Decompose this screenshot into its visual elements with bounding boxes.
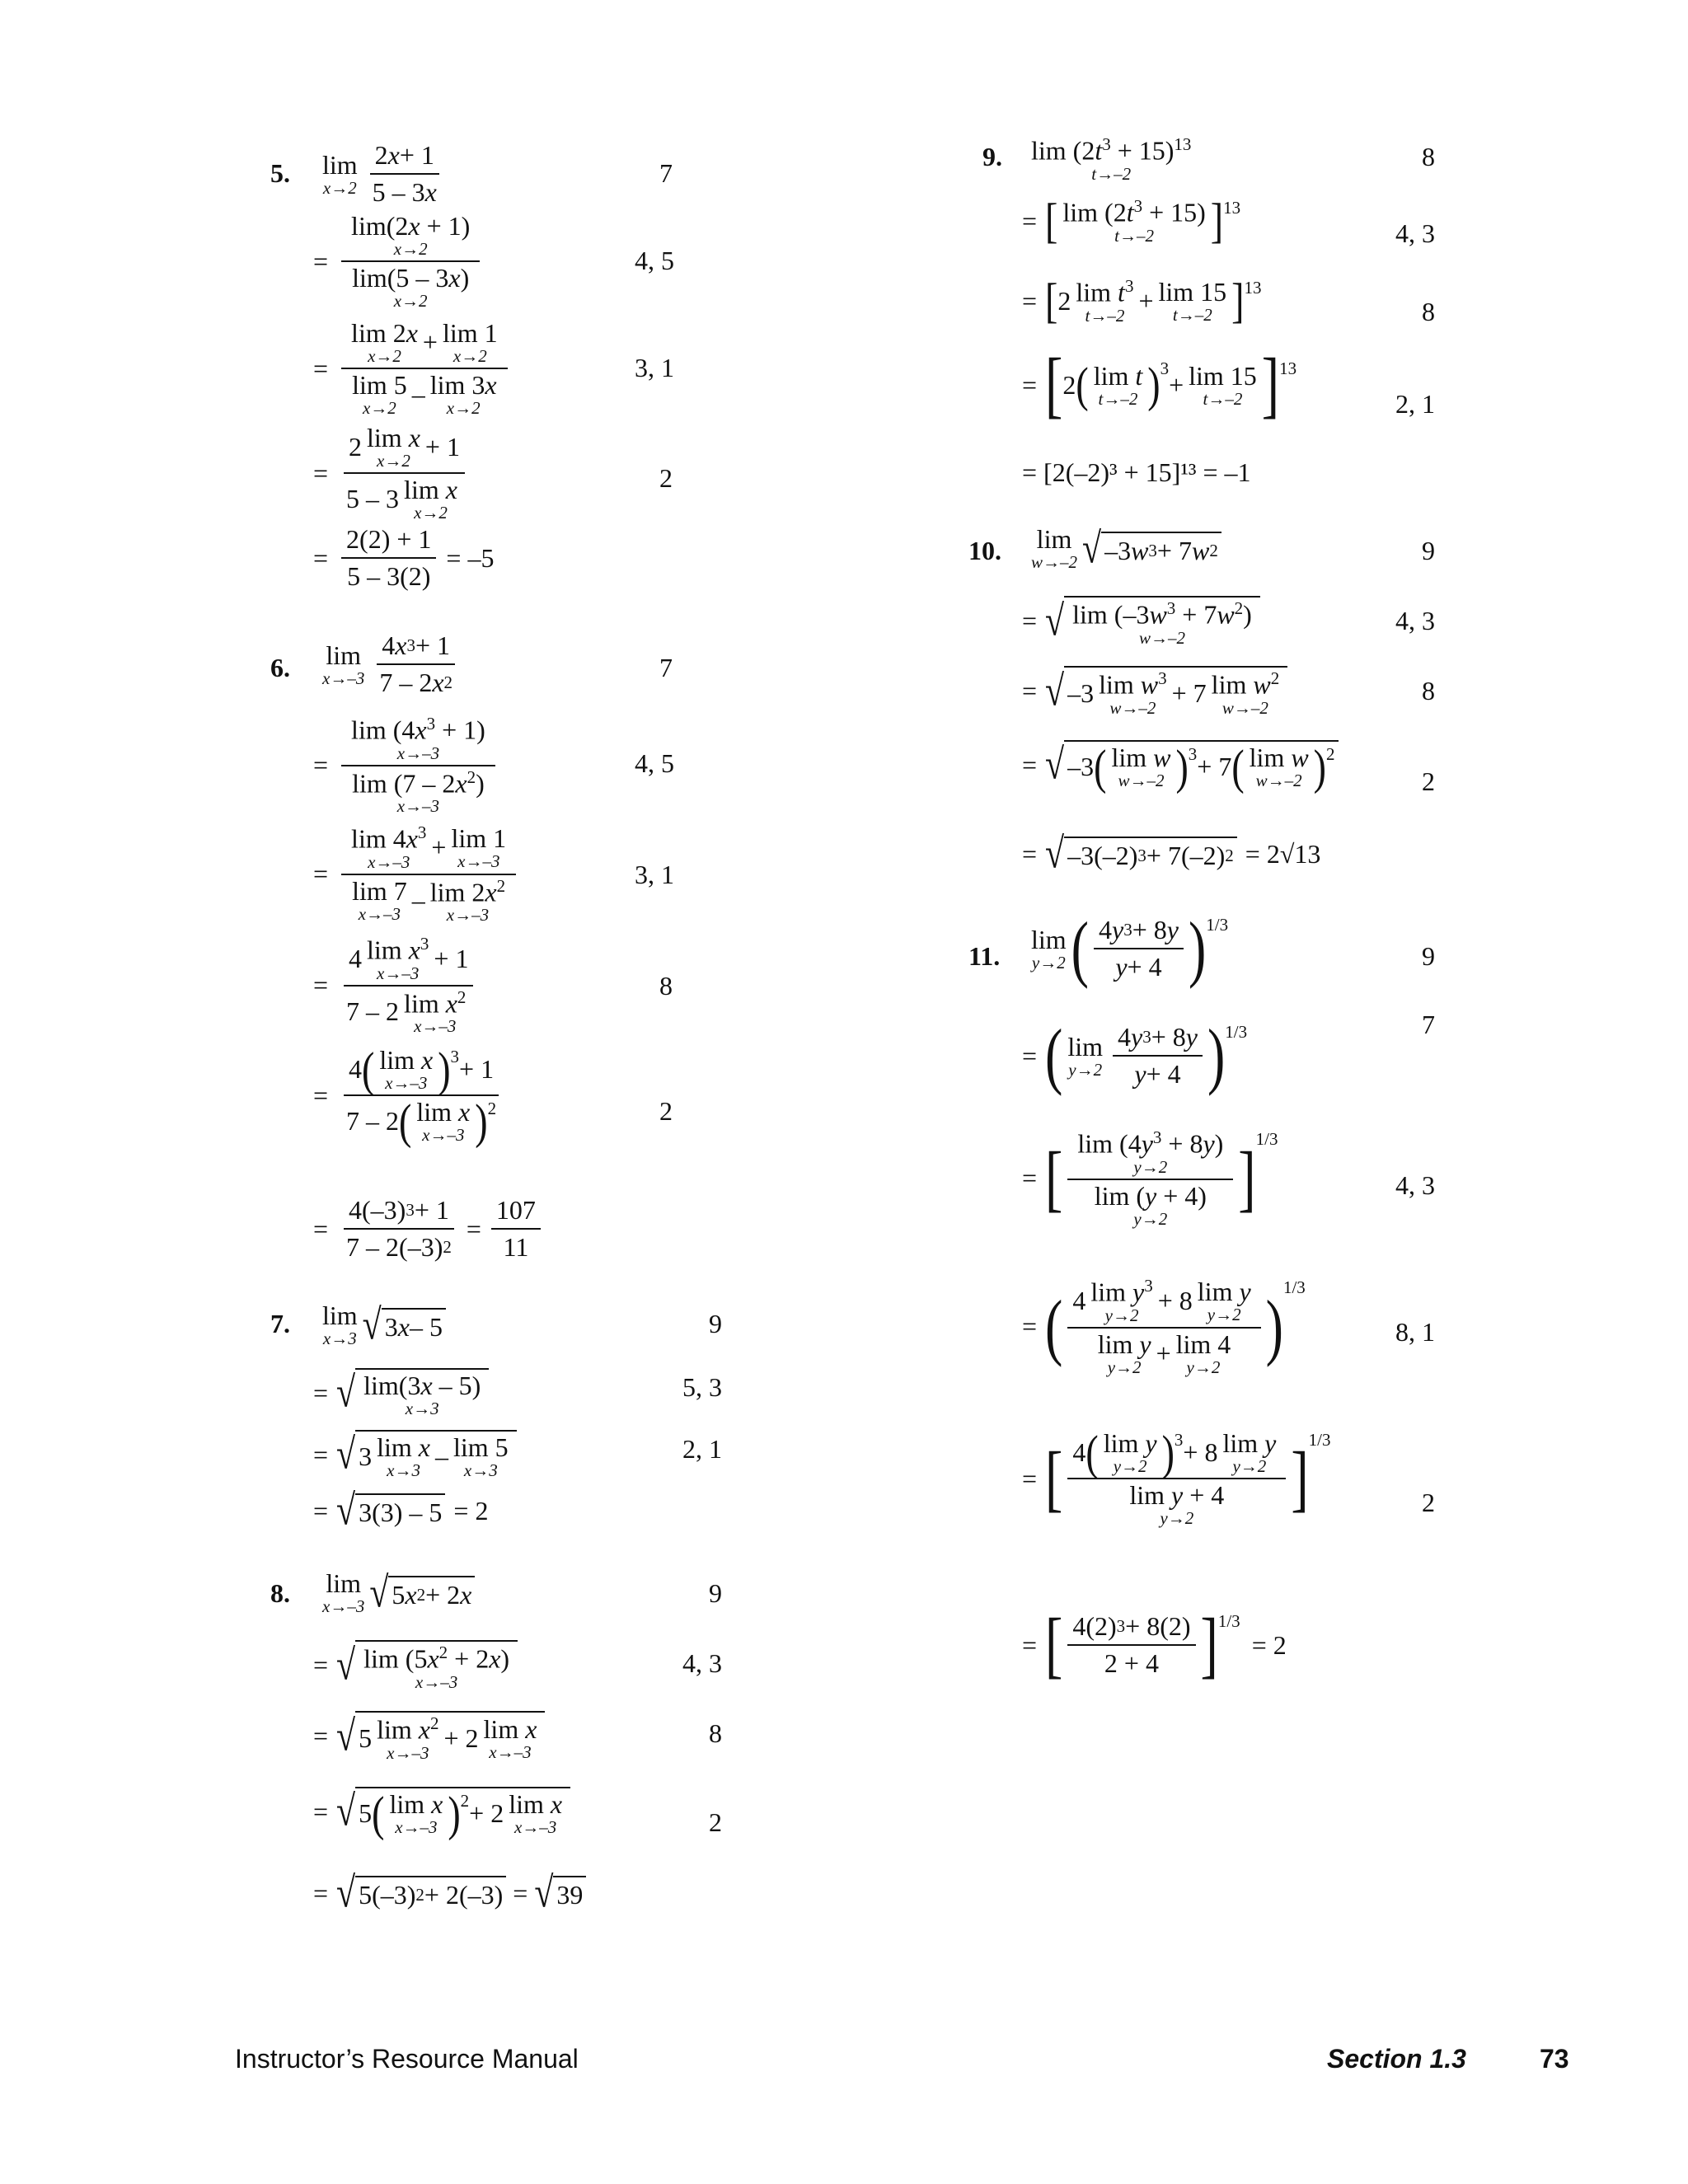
equation-line: = 4 $\lim x^3$ x→–3 + 1 7 – 2 $\lim x^2$ x→–3: [313, 935, 481, 1035]
justification: 4, 5: [635, 748, 674, 778]
equation-line: = [ 4 ( lim y y→2 ) $^3$ + 8 lim y y→2 lim y + 4 y→2 ] $^{1/3}$: [1022, 1424, 1331, 1528]
fraction: 4 x 3 + 1 7 – 2 x 2: [374, 630, 457, 698]
equation-line: = √ 3 lim x x→3 – lim 5 x→3: [313, 1430, 517, 1479]
equation-line: = ( 4 $\lim y^3$ y→2 + 8 lim y y→2 lim y y→2 + lim 4 y→2 ) $^{1/3}$: [1022, 1276, 1306, 1377]
justification: 8: [1422, 142, 1435, 171]
justification: 9: [1422, 941, 1435, 971]
justification: 8: [1422, 676, 1435, 705]
justification: 5, 3: [682, 1372, 722, 1402]
justification: 4, 5: [635, 246, 674, 275]
equation-line: = $\frac{2(2) + 1}{5 - 3(2)}$ = –5: [313, 524, 495, 591]
problem-number: 5.: [270, 158, 290, 188]
justification: 4, 3: [1395, 218, 1435, 248]
result: = [2(–2)³ + 15]¹³ = –1: [1022, 457, 1251, 487]
justification: 7: [659, 653, 673, 682]
equation-line: = $\lim (4x^3 + 1)$ x→–3 $\lim (7 - 2x^2)$ x→–3: [313, 715, 500, 815]
result: = 2: [453, 1495, 489, 1526]
justification: 8, 1: [1395, 1317, 1435, 1347]
equation-line: = √ $\lim (5x^2 + 2x)$ x→–3: [313, 1640, 518, 1691]
fraction: $\lim (4x^3 + 1)$ x→–3 $\lim (7 - 2x^2)$ x→–3: [341, 715, 495, 815]
fraction: 4 ( lim x x→–3 ) $^3$ + 1 7 – 2 ( lim x x→–3 ) $^2$: [341, 1047, 501, 1144]
equation-line: = [ $\lim (4y^3 + 8y)$ y→2 lim (y + 4) y→2 ] $^{1/3}$: [1022, 1127, 1278, 1229]
equation-line: = [ $\lim (2t^3 + 15)$ t→–2 ] $^{13}$: [1022, 193, 1241, 248]
equation-line: lim x→–3 √ 5 x 2 + 2 x: [317, 1570, 475, 1615]
equation-line: = lim(2x + 1) x→2 lim(5 – 3x) x→2: [313, 213, 485, 310]
equation-line: = $\lim 4x^3$ x→–3 + lim 1 x→–3 lim 7 x→–3 – $\lim 2x^2$ x→–3: [313, 824, 521, 924]
equation-line: = [ 4(2) 3 + 8(2) 2 + 4 ] $^{1/3}$ = 2: [1022, 1603, 1287, 1685]
justification: 3, 1: [635, 860, 674, 889]
justification: 7: [659, 158, 673, 188]
fraction: lim(2x + 1) x→2 lim(5 – 3x) x→2: [341, 213, 480, 310]
justification: 3, 1: [635, 353, 674, 382]
equation-line: = 4 ( lim x x→–3 ) $^3$ + 1 7 – 2 ( lim x x→–3 ) $^2$: [313, 1047, 506, 1144]
equation-line: = 4(–3) 3 + 1 7 – 2(–3) 2 = $\frac{107}{11}$: [313, 1195, 546, 1263]
problem-number: 7.: [270, 1309, 290, 1338]
justification: 9: [709, 1309, 722, 1338]
justification: 9: [709, 1578, 722, 1608]
equation-line: = √ 5(–3) 2 + 2(–3) = √ 39: [313, 1876, 586, 1910]
justification: 4, 3: [1395, 606, 1435, 635]
justification: 4, 3: [682, 1648, 722, 1678]
justification: 4, 3: [1395, 1170, 1435, 1200]
limit: lim x→2: [322, 149, 358, 198]
fraction: 4 $\lim x^3$ x→–3 + 1 7 – 2 $\lim x^2$ x→–3: [341, 935, 476, 1035]
equation-line: lim w→–2 √ –3 w 3 + 7 w 2: [1026, 526, 1221, 571]
page-number: 73: [1540, 2044, 1569, 2074]
justification: 2: [709, 1807, 722, 1837]
justification: 9: [1422, 536, 1435, 565]
equation-line: $\lim (2t^3 + 15)^{13}$ t→–2: [1031, 134, 1192, 184]
justification: 2: [659, 463, 673, 493]
problem-number: 8.: [270, 1578, 290, 1608]
result: = 2: [1251, 1629, 1287, 1660]
equation-line: = √ –3 ( lim w w→–2 ) $^3$ + 7 ( lim w w→–2 ) $^2$: [1022, 740, 1339, 790]
equation-line: = √ 5 $\lim x^2$ x→–3 + 2 lim x x→–3: [313, 1711, 545, 1762]
justification: 7: [1422, 1010, 1435, 1039]
fraction: 2 x + 1 5 – 3 x: [368, 140, 442, 208]
justification: 2, 1: [1395, 389, 1435, 419]
justification: 8: [659, 971, 673, 1001]
fraction: 4(–3) 3 + 1 7 – 2(–3) 2: [341, 1195, 457, 1263]
equation-line: = 2 lim x x→2 + 1 5 – 3 lim x x→2: [313, 424, 472, 522]
problem-number: 11.: [968, 941, 1001, 971]
equation-line: lim y→2 ( 4 y 3 + 8 y y + 4 ) $^{1/3}$: [1031, 907, 1229, 989]
result: √ 39: [534, 1876, 586, 1910]
equation-line: = lim 2x x→2 + lim 1 x→2 lim 5 x→2 – lim 3x x→2: [313, 320, 513, 417]
equation-line: = √ –3(–2) 3 + 7(–2) 2 = 2√13: [1022, 830, 1321, 878]
equation-line: = ( lim y→2 4 y 3 + 8 y y + 4 ) $^{1/3}$: [1022, 1014, 1248, 1096]
equation-line: = [ 2 ( lim t t→–2 ) $^3$ + lim 15 t→–2 ] $^{13}$: [1022, 343, 1297, 425]
fraction: $\frac{2(2) + 1}{5 - 3(2)}$: [341, 524, 436, 592]
equation-line: = √ 3(3) – 5 = 2: [313, 1487, 489, 1535]
section-label: Section 1.3: [1327, 2044, 1466, 2074]
result: = 2√13: [1245, 838, 1321, 869]
limit: lim x→–3: [322, 640, 365, 688]
equation-line: = √ lim(3x – 5) x→3: [313, 1368, 489, 1418]
equation-line: = √ –3 $\lim w^3$ w→–2 + 7 $\lim w^2$ w→–2: [1022, 666, 1287, 717]
equation-line: lim x→3 √ 3 x – 5: [317, 1302, 446, 1347]
justification: 2: [659, 1096, 673, 1126]
manual-title: Instructor’s Resource Manual: [235, 2044, 579, 2074]
problem-number: 10.: [968, 536, 1001, 565]
equation-line: = [ 2 $\lim t^3$ t→–2 + lim 15 t→–2 ] $^{13}$: [1022, 273, 1262, 328]
fraction: 2 lim x x→2 + 1 5 – 3 lim x x→2: [341, 424, 467, 522]
equation-line: = √ 5 ( lim x x→–3 ) $^2$ + 2 lim x x→–3: [313, 1787, 570, 1836]
fraction: $\lim 4x^3$ x→–3 + lim 1 x→–3 lim 7 x→–3 – $\lim 2x^2$ x→–3: [341, 824, 516, 924]
justification: 8: [709, 1718, 722, 1748]
justification: 2: [1422, 1488, 1435, 1517]
problem-number: 6.: [270, 653, 290, 682]
equation-line: [317, 630, 462, 698]
problem-number: 9.: [982, 142, 1002, 171]
justification: 8: [1422, 297, 1435, 326]
result: = –5: [446, 542, 495, 573]
justification: 2, 1: [682, 1434, 722, 1464]
justification: 2: [1422, 766, 1435, 796]
equation-line: [317, 140, 447, 208]
square-root: √ 3 x – 5: [363, 1308, 446, 1343]
result-fraction: $\frac{107}{11}$: [491, 1195, 541, 1263]
fraction: lim 2x x→2 + lim 1 x→2 lim 5 x→2 – lim 3x x→2: [341, 320, 508, 417]
equation-line: = √ $\lim (-3w^3 + 7w^2)$ w→–2: [1022, 596, 1260, 647]
